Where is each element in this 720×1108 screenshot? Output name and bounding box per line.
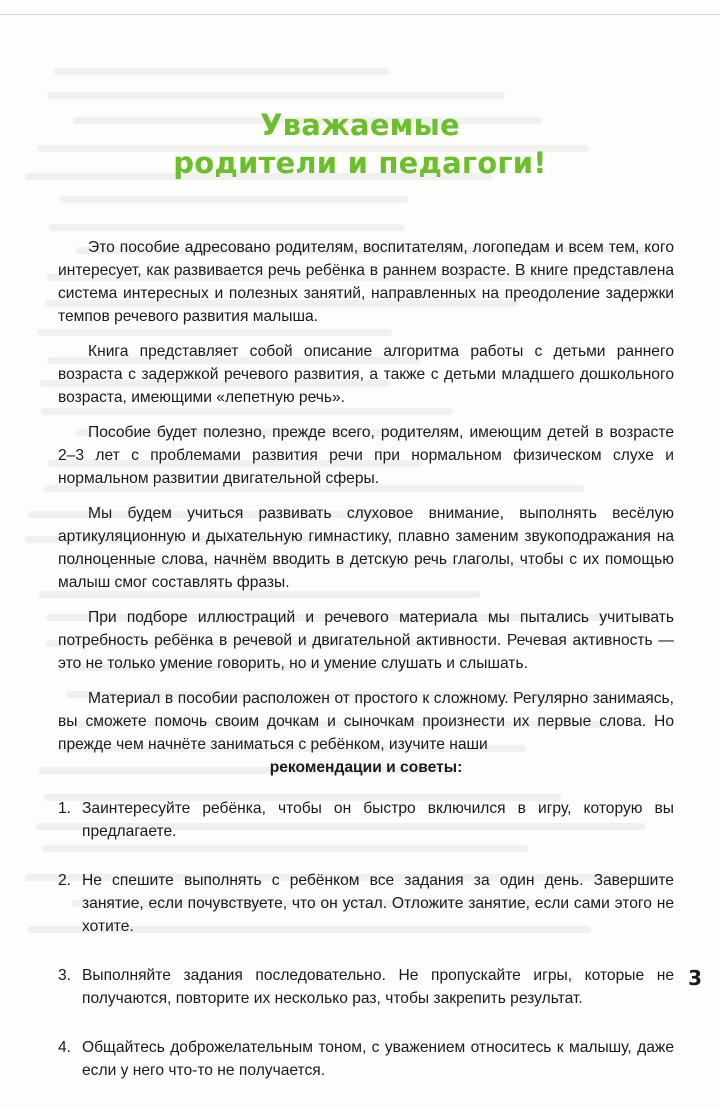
list-item-text: Заинтересуйте ребёнка, чтобы он быстро включился в игру, которую вы предлагаете. — [82, 800, 674, 840]
recommendations-heading-text: рекомендации и советы — [269, 759, 458, 776]
list-item-text: Не спешите выполнять с ребёнком все задания за один день. Завершите занятие, если почувствуете, что он устал. Отложите занятие, если сами этого не хотите. — [82, 872, 674, 935]
tips-list — [58, 797, 674, 1082]
recommendations-colon: : — [457, 759, 463, 776]
show-through-line — [54, 68, 389, 75]
list-item-number: 4. — [58, 1039, 72, 1056]
paragraph-audience: Пособие будет полезно, прежде всего, родителям, имеющим детей в возрасте 2–3 лет с проблемами развития речи при нормальном физическом слухе и нормальном развитии двигательной сферы. — [58, 424, 674, 487]
list-item-number: 3. — [58, 967, 72, 984]
list-item — [58, 797, 674, 843]
paragraph-material: Материал в пособии расположен от простого к сложному. Регулярно занимаясь, вы сможете помочь своим дочкам и сыночкам произнести их первые слова. Но прежде чем начнёте заниматься с ребёнком, изучите наши — [58, 690, 674, 753]
paragraph-algorithm: Книга представляет собой описание алгоритма работы с детьми раннего возраста с задержкой речевого развития, а также с детьми младшего дошкольного возраста, имеющими «лепетную речь». — [58, 343, 674, 406]
paragraph-activity: При подборе иллюстраций и речевого материала мы пытались учитывать потребность ребёнка в речевой и двигательной активности. Речевая активность — это не только умение говорить, но и умение слушать и слышать. — [58, 609, 674, 672]
body-text — [58, 236, 674, 1108]
paragraph-goals: Мы будем учиться развивать слуховое внимание, выполнять весёлую артикуляционную и дыхательную гимнастику, плавно заменим звукоподражания на полноценные слова, начнём вводить в детскую речь глаголы, чтобы с их помощью малыш смог составлять фразы. — [58, 505, 674, 591]
top-edge-line — [0, 14, 720, 15]
title-line-1: Уважаемые — [260, 108, 460, 142]
list-item-text: Выполняйте задания последовательно. Не пропускайте игры, которые не получаются, повторите их несколько раз, чтобы закрепить результат. — [82, 967, 674, 1007]
page-title — [0, 106, 720, 182]
show-through-line — [49, 224, 404, 231]
show-through-line — [60, 196, 407, 203]
list-item — [58, 964, 674, 1010]
list-item-number: 1. — [58, 800, 72, 817]
show-through-line — [47, 92, 506, 99]
list-item — [58, 869, 674, 938]
paragraph-intro: Это пособие адресовано родителям, воспитателям, логопедам и всем тем, кого интересует, как развивается речь ребёнка в раннем возрасте. В книге представлена система интересных и полезных занятий, направленных на преодоление задержки темпов речевого развития малыша. — [58, 239, 674, 325]
page-number: 3 — [688, 966, 702, 990]
recommendations-heading — [58, 756, 674, 779]
list-item — [58, 1036, 674, 1082]
title-line-2: родители и педагоги! — [173, 146, 547, 180]
list-item-number: 2. — [58, 872, 72, 889]
list-item-text: Общайтесь доброжелательным тоном, с уважением относитесь к малышу, даже если у него что-то не получается. — [82, 1039, 674, 1079]
